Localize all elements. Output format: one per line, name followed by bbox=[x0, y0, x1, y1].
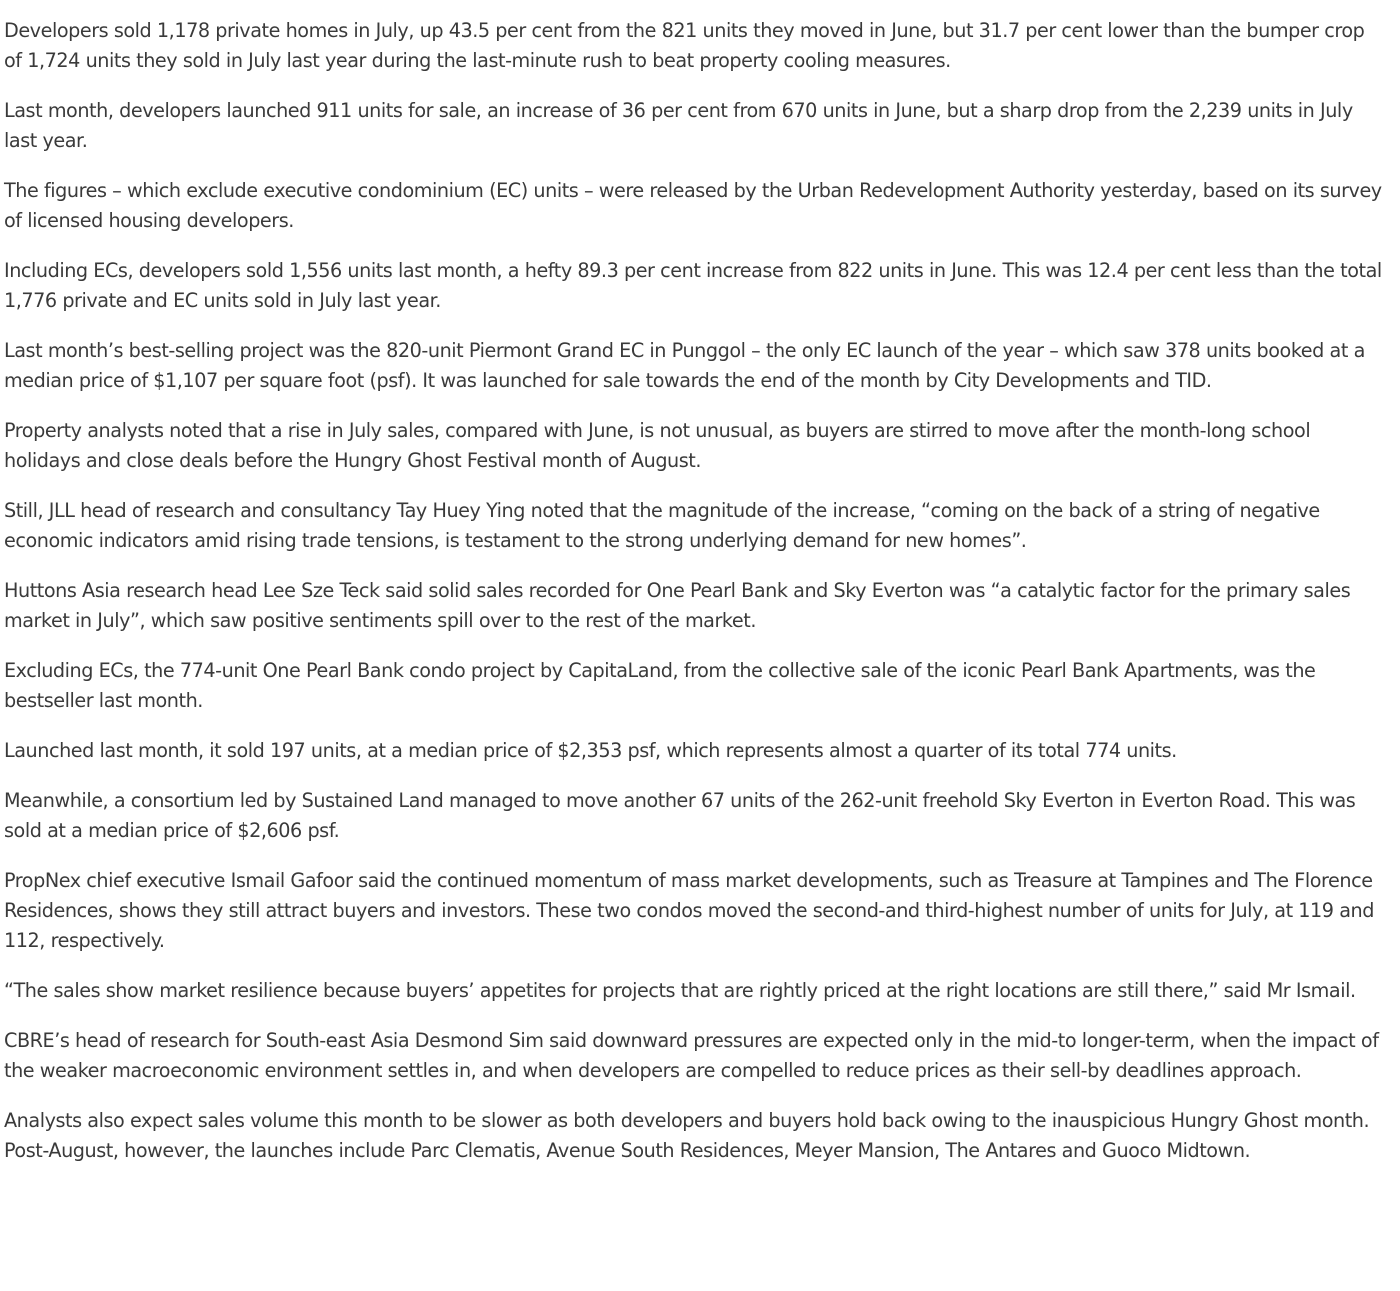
paragraph-4: Including ECs, developers sold 1,556 units last month, a hefty 89.3 per cent increase from 822 units in June. This was 12.4 per cent less than the total 1,776 private and EC units sold in July last year. bbox=[4, 259, 1382, 312]
paragraph-14: CBRE’s head of research for South-east Asia Desmond Sim said downward pressures are expected only in the mid-to longer-term, when the impact of the weaker macroeconomic environment settles in, and when developers are compelled to reduce prices as their sell-by deadlines approach. bbox=[4, 1029, 1379, 1082]
paragraph-13: “The sales show market resilience because buyers’ appetites for projects that are rightly priced at the right locations are still there,” said Mr Ismail. bbox=[4, 979, 1356, 1002]
paragraph-8: Huttons Asia research head Lee Sze Teck said solid sales recorded for One Pearl Bank and Sky Everton was “a catalytic factor for the primary sales market in July”, which saw positive sentiments spill over to the rest of the market. bbox=[4, 579, 1351, 632]
paragraph-5: Last month’s best-selling project was the 820-unit Piermont Grand EC in Punggol – the only EC launch of the year – which saw 378 units booked at a median price of $1,107 per square foot (psf). It was launched for sale towards the end of the month by City Developments and TID. bbox=[4, 339, 1365, 392]
paragraph-12: PropNex chief executive Ismail Gafoor said the continued momentum of mass market developments, such as Treasure at Tampines and The Florence Residences, shows they still attract buyers and investors. These two condos moved the second-and third-highest number of units for July, at 119 and 112, respectively. bbox=[4, 869, 1374, 952]
paragraph-1: Developers sold 1,178 private homes in July, up 43.5 per cent from the 821 units they moved in June, but 31.7 per cent lower than the bumper crop of 1,724 units they sold in July last year during the last-minute rush to beat property cooling measures. bbox=[4, 19, 1365, 72]
paragraph-6: Property analysts noted that a rise in July sales, compared with June, is not unusual, as buyers are stirred to move after the month-long school holidays and close deals before the Hungry Ghost Festival month of August. bbox=[4, 419, 1311, 472]
paragraph-15: Analysts also expect sales volume this month to be slower as both developers and buyers hold back owing to the inauspicious Hungry Ghost month. Post-August, however, the launches include Parc Clematis, Avenue South Residences, Meyer Mansion, The Antares and Guoco Midtown. bbox=[4, 1109, 1370, 1162]
paragraph-11: Meanwhile, a consortium led by Sustained Land managed to move another 67 units of the 262-unit freehold Sky Everton in Everton Road. This was sold at a median price of $2,606 psf. bbox=[4, 789, 1356, 842]
paragraph-10: Launched last month, it sold 197 units, at a median price of $2,353 psf, which represents almost a quarter of its total 774 units. bbox=[4, 739, 1177, 762]
paragraph-7: Still, JLL head of research and consultancy Tay Huey Ying noted that the magnitude of the increase, “coming on the back of a string of negative economic indicators amid rising trade tensions, is testament to the strong underlying demand for new homes”. bbox=[4, 499, 1320, 552]
paragraph-2: Last month, developers launched 911 units for sale, an increase of 36 per cent from 670 units in June, but a sharp drop from the 2,239 units in July last year. bbox=[4, 99, 1353, 152]
paragraph-3: The figures – which exclude executive condominium (EC) units – were released by the Urban Redevelopment Authority yesterday, based on its survey of licensed housing developers. bbox=[4, 179, 1382, 232]
paragraph-9: Excluding ECs, the 774-unit One Pearl Bank condo project by CapitaLand, from the collective sale of the iconic Pearl Bank Apartments, was the bestseller last month. bbox=[4, 659, 1316, 712]
